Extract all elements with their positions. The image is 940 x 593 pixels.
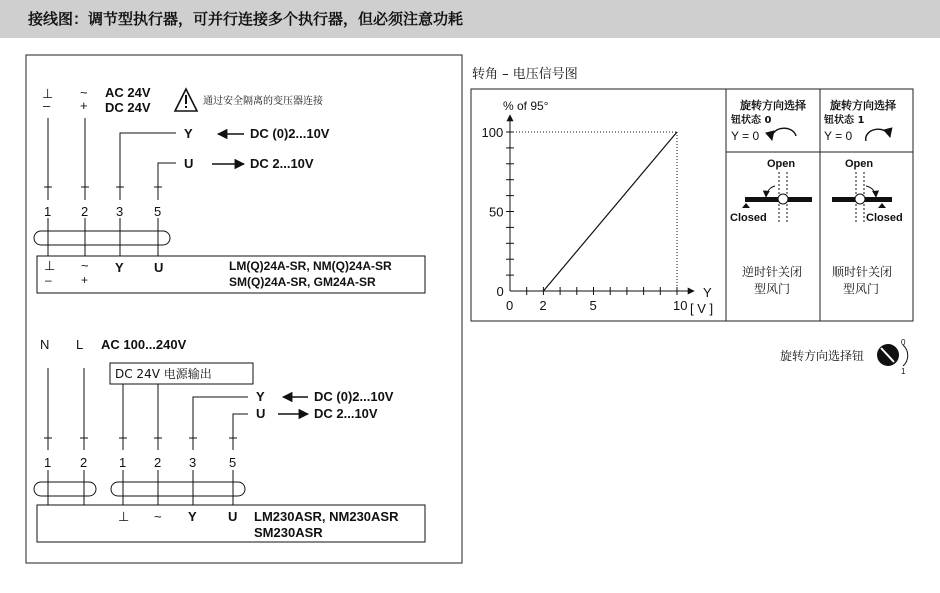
terminal-number: 2 <box>81 204 89 219</box>
box-symbol: + <box>81 273 89 287</box>
model-list: SM(Q)24A-SR, GM24A-SR <box>229 275 376 289</box>
supply-symbol-ac: ~ <box>80 85 88 100</box>
damper-desc: 逆时针关闭 <box>742 265 803 279</box>
selector-state: 钮状态 0 <box>731 115 772 126</box>
selector-pos-0: 0 <box>901 338 906 347</box>
terminal-number: 1 <box>44 455 52 470</box>
box-symbol: ~ <box>81 258 89 273</box>
selector-title: 旋转方向选择 <box>740 99 806 112</box>
selector-state: 钮状态 1 <box>824 115 865 126</box>
wiring-diagram-24v <box>34 85 425 293</box>
series-line <box>543 132 677 291</box>
x-tick-label: 2 <box>539 298 547 313</box>
x-tick-label: 0 <box>506 298 514 313</box>
closed-label: Closed <box>866 212 903 224</box>
chart-section-title: 转角 – 电压信号图 <box>472 67 578 82</box>
signal-y-range: DC (0)2...10V <box>314 389 394 404</box>
model-list: SM230ASR <box>254 525 323 540</box>
open-label: Open <box>767 158 796 170</box>
damper-axis <box>778 194 788 204</box>
selector-pos-1: 1 <box>901 367 906 376</box>
dc-output-label: DC 24V 电源输出 <box>115 367 212 381</box>
page-title: 接线图：调节型执行器，可并行连接多个执行器，但必须注意功耗 <box>28 10 464 28</box>
signal-u-label: U <box>256 406 266 421</box>
supply-n: N <box>40 337 50 352</box>
terminal-number: 1 <box>44 204 52 219</box>
x-axis-label: Y <box>703 285 712 300</box>
rotation-voltage-chart <box>482 99 714 316</box>
supply-ac-label: AC 24V <box>105 85 151 100</box>
box-symbol: – <box>45 273 52 287</box>
terminal-number: 2 <box>154 455 162 470</box>
x-axis-unit: [ V ] <box>690 301 714 316</box>
signal-u-range: DC 2...10V <box>250 156 314 171</box>
damper-desc: 顺时针关闭 <box>832 265 893 279</box>
selector-title: 旋转方向选择 <box>830 99 896 112</box>
closed-label: Closed <box>730 212 767 224</box>
cable-bundle <box>111 482 245 496</box>
y-tick-label: 0 <box>496 284 504 299</box>
rotation-selector <box>780 338 908 376</box>
ccw-arrow-icon <box>772 128 796 140</box>
supply-l: L <box>76 337 84 352</box>
damper-desc: 型风门 <box>754 282 791 296</box>
supply-symbol-ground: ⊥ <box>42 86 54 101</box>
cw-arrow-icon <box>866 129 890 141</box>
terminal-number: 1 <box>119 455 127 470</box>
open-label: Open <box>845 158 874 170</box>
x-tick-label: 5 <box>589 298 597 313</box>
signal-u-label: U <box>184 156 194 171</box>
terminal-number: 3 <box>189 455 197 470</box>
box-symbol: U <box>228 509 238 524</box>
selector-label: 旋转方向选择钮 <box>780 349 865 363</box>
terminal-number: 2 <box>80 455 88 470</box>
model-list: LM(Q)24A-SR, NM(Q)24A-SR <box>229 259 392 273</box>
x-tick-label: 10 <box>673 298 688 313</box>
signal-y-range: DC (0)2...10V <box>250 126 330 141</box>
y-tick-label: 50 <box>489 204 504 220</box>
signal-y-label: Y <box>184 126 193 141</box>
transformer-warning: 通过安全隔离的变压器连接 <box>203 96 323 107</box>
wiring-panel-frame <box>26 55 462 563</box>
supply-ac-label: AC 100...240V <box>101 337 187 352</box>
box-symbol: Y <box>115 260 124 275</box>
supply-symbol-plus: + <box>80 98 88 113</box>
wiring-diagram-230v <box>34 337 425 542</box>
signal-y-label: Y <box>256 389 265 404</box>
box-symbol: ~ <box>154 509 162 524</box>
selector-state-1-panel <box>823 98 903 296</box>
supply-symbol-minus: – <box>43 98 51 113</box>
y-axis-label: % of 95° <box>503 99 549 113</box>
y-equation: Y = 0 <box>731 129 760 143</box>
y-equation: Y = 0 <box>824 129 853 143</box>
damper-desc: 型风门 <box>843 282 880 296</box>
cable-bundle <box>34 482 96 496</box>
selector-state-0-panel <box>730 98 812 296</box>
cable-bundle <box>34 231 170 245</box>
supply-dc-label: DC 24V <box>105 100 151 115</box>
terminal-number: 5 <box>154 204 162 219</box>
box-symbol: Y <box>188 509 197 524</box>
box-symbol: U <box>154 260 164 275</box>
box-symbol: ⊥ <box>118 509 130 524</box>
warning-icon <box>175 89 197 111</box>
y-tick-label: 100 <box>481 125 504 140</box>
signal-u-range: DC 2...10V <box>314 406 378 421</box>
terminal-number: 5 <box>229 455 237 470</box>
model-list: LM230ASR, NM230ASR <box>254 509 399 524</box>
terminal-number: 3 <box>116 204 124 219</box>
damper-axis <box>855 194 865 204</box>
box-symbol: ⊥ <box>44 258 56 273</box>
